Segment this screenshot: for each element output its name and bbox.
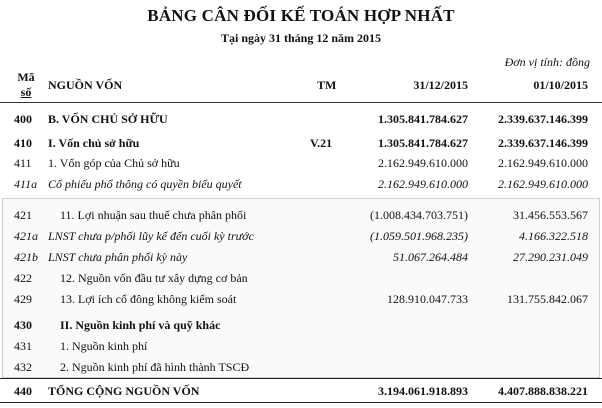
header-date-2: 01/10/2015: [533, 78, 588, 92]
row-label: TỔNG CỘNG NGUỒN VỐN: [48, 384, 200, 398]
row-label: 2. Nguồn kinh phí đã hình thành TSCĐ: [60, 360, 250, 374]
row-value-2015-10: 4.407.888.838.221: [498, 384, 588, 398]
row-label: Cổ phiếu phổ thông có quyền biểu quyết: [48, 177, 242, 191]
header-date-1: 31/12/2015: [413, 78, 468, 92]
table-row: [0, 356, 602, 378]
row-value-2015-10: 2.162.949.610.000: [498, 156, 588, 170]
header-source: NGUỒN VỐN: [48, 78, 123, 92]
row-code: 432: [14, 360, 32, 374]
report-title: BẢNG CÂN ĐỐI KẾ TOÁN HỢP NHẤT: [147, 6, 455, 25]
row-label: B. VỐN CHỦ SỞ HỮU: [48, 112, 168, 126]
currency-unit: Đơn vị tính: đồng: [504, 55, 590, 69]
row-code: 429: [14, 292, 32, 306]
row-code: 422: [14, 271, 32, 285]
row-code: 421: [14, 208, 32, 222]
table-row: [0, 314, 602, 336]
report-date: Tại ngày 31 tháng 12 năm 2015: [220, 31, 382, 45]
header-code-so: số: [20, 85, 32, 99]
row-value-2015-12: 128.910.047.733: [387, 292, 468, 306]
table-row: [0, 152, 602, 174]
row-label: 13. Lợi ích cổ đông không kiểm soát: [60, 292, 237, 306]
row-code: 440: [14, 384, 32, 398]
row-code: 421b: [14, 250, 38, 264]
header-code: [14, 70, 38, 100]
row-label: LNST chưa phân phối kỳ này: [48, 250, 188, 264]
row-code: 411: [14, 156, 32, 170]
row-value-2015-12: (1.008.434.703.751): [370, 208, 468, 222]
table-row: [0, 204, 602, 226]
row-value-2015-10: 4.166.322.518: [519, 229, 588, 243]
row-value-2015-12: 2.162.949.610.000: [378, 177, 468, 191]
row-value-2015-12: 1.305.841.784.627: [378, 112, 468, 126]
row-value-2015-10: 2.339.637.146.399: [498, 112, 588, 126]
row-code: 410: [14, 136, 32, 150]
header-note: TM: [317, 78, 337, 92]
row-value-2015-12: 1.305.841.784.627: [378, 136, 468, 150]
table-row: [0, 335, 602, 357]
row-value-2015-10: 131.755.842.067: [507, 292, 588, 306]
row-value-2015-10: 2.162.949.610.000: [498, 177, 588, 191]
table-row: [0, 132, 602, 154]
row-value-2015-12: 51.067.264.484: [393, 250, 468, 264]
row-value-2015-12: 2.162.949.610.000: [378, 156, 468, 170]
row-value-2015-10: 2.339.637.146.399: [498, 136, 588, 150]
total-divider-top: [0, 378, 602, 379]
row-value-2015-12: 3.194.061.918.893: [378, 384, 468, 398]
row-value-2015-10: 31.456.553.567: [513, 208, 588, 222]
table-header: [0, 66, 602, 103]
row-label: 1. Nguồn kinh phí: [60, 339, 148, 353]
row-label: I. Vốn chủ sở hữu: [48, 136, 140, 150]
row-code: 411a: [14, 177, 38, 191]
row-code: 400: [14, 112, 32, 126]
table-row: [0, 267, 602, 289]
table-row: [0, 246, 602, 268]
table-row: [0, 288, 602, 310]
header-code-ma: Mã: [17, 70, 35, 84]
row-code: 430: [14, 318, 32, 332]
total-divider-bottom: [0, 402, 602, 403]
table-row: [0, 173, 602, 195]
row-note: V.21: [310, 136, 333, 150]
row-value-2015-10: 27.290.231.049: [513, 250, 588, 264]
row-label: II. Nguồn kinh phí và quỹ khác: [60, 318, 221, 332]
row-value-2015-12: (1.059.501.968.235): [370, 229, 468, 243]
table-row: [0, 225, 602, 247]
row-label: 1. Vốn góp của Chủ sở hữu: [48, 156, 180, 170]
row-label: LNST chưa p/phối lũy kế đến cuối kỳ trước: [48, 229, 254, 243]
row-label: 11. Lợi nhuận sau thuế chưa phân phối: [60, 208, 247, 222]
row-label: 12. Nguồn vốn đầu tư xây dựng cơ bản: [60, 271, 248, 285]
row-code: 431: [14, 339, 32, 353]
table-row-total: [0, 380, 602, 402]
table-row: [0, 108, 602, 130]
row-code: 421a: [14, 229, 38, 243]
